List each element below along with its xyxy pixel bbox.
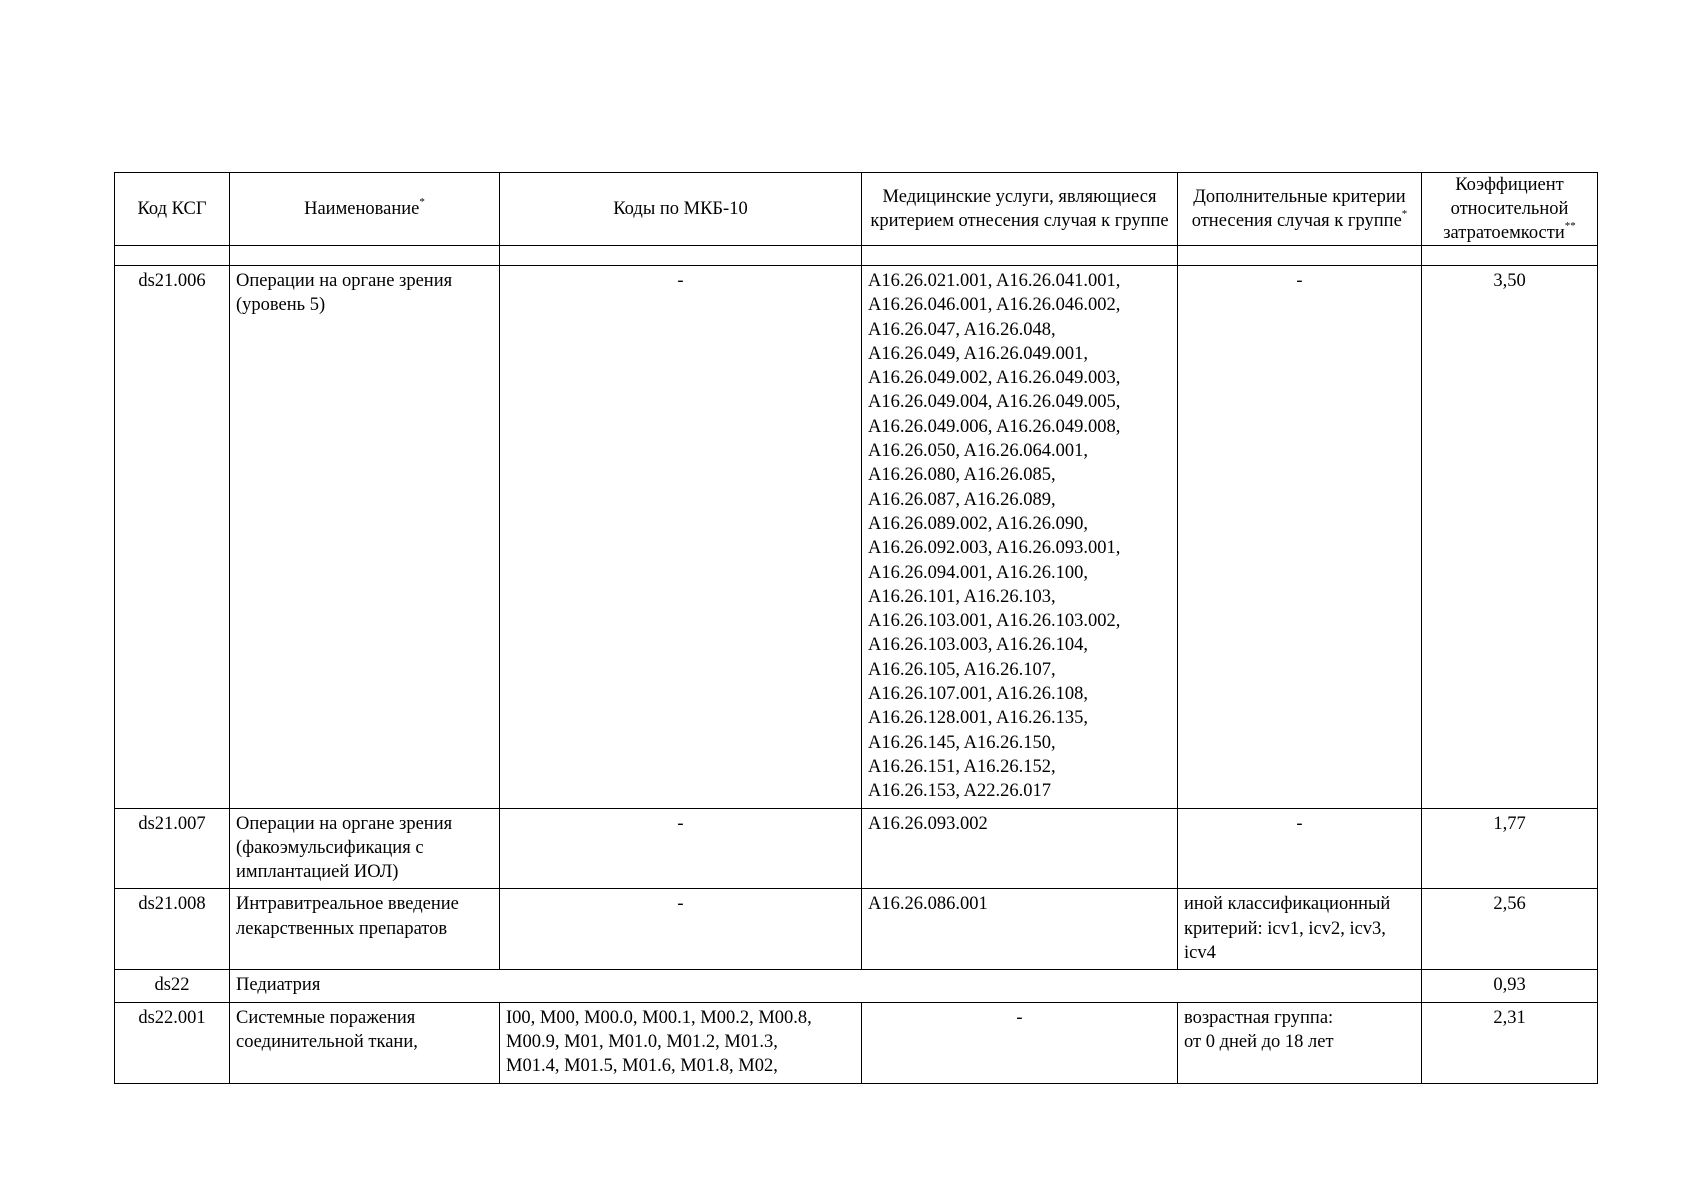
header-name: Наименование* <box>230 173 500 246</box>
services-line: A16.26.080, A16.26.085, <box>868 465 1056 486</box>
criteria-cell: - <box>1178 266 1422 809</box>
mkb-cell <box>500 1002 862 1083</box>
services-line: A16.26.103.003, A16.26.104, <box>868 635 1088 656</box>
criteria-cell: - <box>1178 808 1422 889</box>
services-line: A16.26.103.001, A16.26.103.002, <box>868 611 1121 632</box>
services-line: A16.26.050, A16.26.064.001, <box>868 441 1088 462</box>
footnote-mark: ** <box>1564 219 1576 232</box>
spacer-row <box>115 246 1598 266</box>
mkb-line: M01.4, M01.5, M01.6, M01.8, M02, <box>506 1056 778 1077</box>
table-row <box>115 1002 1598 1083</box>
header-coef: Коэффициент относительной затратоемкости** <box>1422 173 1598 246</box>
services-line: A16.26.049.006, A16.26.049.008, <box>868 416 1121 437</box>
services-line: A16.26.094.001, A16.26.100, <box>868 562 1088 583</box>
services-cell <box>862 266 1178 809</box>
services-line: A16.26.092.003, A16.26.093.001, <box>868 538 1121 559</box>
coef-cell: 3,50 <box>1422 266 1598 809</box>
services-line: A16.26.049.004, A16.26.049.005, <box>868 392 1121 413</box>
criteria-line: возрастная группа: <box>1184 1007 1334 1028</box>
services-cell: A16.26.093.002 <box>862 808 1178 889</box>
services-line: A16.26.105, A16.26.107, <box>868 659 1056 680</box>
services-line: A16.26.089.002, A16.26.090, <box>868 513 1088 534</box>
services-line: A16.26.047, A16.26.048, <box>868 319 1056 340</box>
table-row <box>115 889 1598 970</box>
ksg-name-cell: Операции на органе зрения (уровень 5) <box>230 266 500 809</box>
coef-cell: 2,56 <box>1422 889 1598 970</box>
header-services: Медицинские услуги, являющиеся критерием отнесения случая к группе <box>862 173 1178 246</box>
coef-cell: 1,77 <box>1422 808 1598 889</box>
header-row <box>115 173 1598 246</box>
services-line: A16.26.046.001, A16.26.046.002, <box>868 295 1121 316</box>
footnote-mark: * <box>1401 207 1408 220</box>
services-line: A16.26.049, A16.26.049.001, <box>868 343 1088 364</box>
services-cell: A16.26.086.001 <box>862 889 1178 970</box>
ksg-code-cell: ds21.007 <box>115 808 230 889</box>
criteria-line: от 0 дней до 18 лет <box>1184 1031 1334 1052</box>
ksg-code-cell: ds22 <box>115 970 230 1002</box>
profile-name-cell: Педиатрия <box>230 970 1422 1002</box>
mkb-line: I00, M00, M00.0, M00.1, M00.2, M00.8, <box>506 1007 812 1028</box>
services-line: A16.26.101, A16.26.103, <box>868 586 1056 607</box>
mkb-line: M00.9, M01, M01.0, M01.2, M01.3, <box>506 1031 778 1052</box>
ksg-code-cell: ds21.008 <box>115 889 230 970</box>
services-line: A16.26.145, A16.26.150, <box>868 732 1056 753</box>
ksg-name-cell: Системные поражения соединительной ткани, <box>230 1002 500 1083</box>
ksg-table <box>114 172 1598 1084</box>
footnote-mark: * <box>419 195 425 208</box>
ksg-name-cell: Операции на органе зрения (факоэмульсификация с имплантацией ИОЛ) <box>230 808 500 889</box>
coef-cell: 2,31 <box>1422 1002 1598 1083</box>
profile-row <box>115 970 1598 1002</box>
mkb-cell: - <box>500 266 862 809</box>
services-line: A16.26.107.001, A16.26.108, <box>868 684 1088 705</box>
header-mkb: Коды по МКБ-10 <box>500 173 862 246</box>
header-code: Код КСГ <box>115 173 230 246</box>
criteria-cell <box>1178 1002 1422 1083</box>
mkb-cell: - <box>500 808 862 889</box>
coef-cell: 0,93 <box>1422 970 1598 1002</box>
services-line: A16.26.128.001, A16.26.135, <box>868 708 1088 729</box>
ksg-code-cell: ds22.001 <box>115 1002 230 1083</box>
criteria-cell: иной классификационный критерий: icv1, icv2, icv3, icv4 <box>1178 889 1422 970</box>
services-line: A16.26.151, A16.26.152, <box>868 756 1056 777</box>
mkb-cell: - <box>500 889 862 970</box>
table-row <box>115 266 1598 809</box>
header-criteria: Дополнительные критерии отнесения случая к группе* <box>1178 173 1422 246</box>
services-line: A16.26.049.002, A16.26.049.003, <box>868 368 1121 389</box>
ksg-name-cell: Интравитреальное введение лекарственных препаратов <box>230 889 500 970</box>
table-row <box>115 808 1598 889</box>
services-line: A16.26.153, A22.26.017 <box>868 781 1051 802</box>
services-line: A16.26.087, A16.26.089, <box>868 489 1056 510</box>
services-line: A16.26.021.001, A16.26.041.001, <box>868 271 1121 291</box>
ksg-code-cell: ds21.006 <box>115 266 230 809</box>
services-cell: - <box>862 1002 1178 1083</box>
